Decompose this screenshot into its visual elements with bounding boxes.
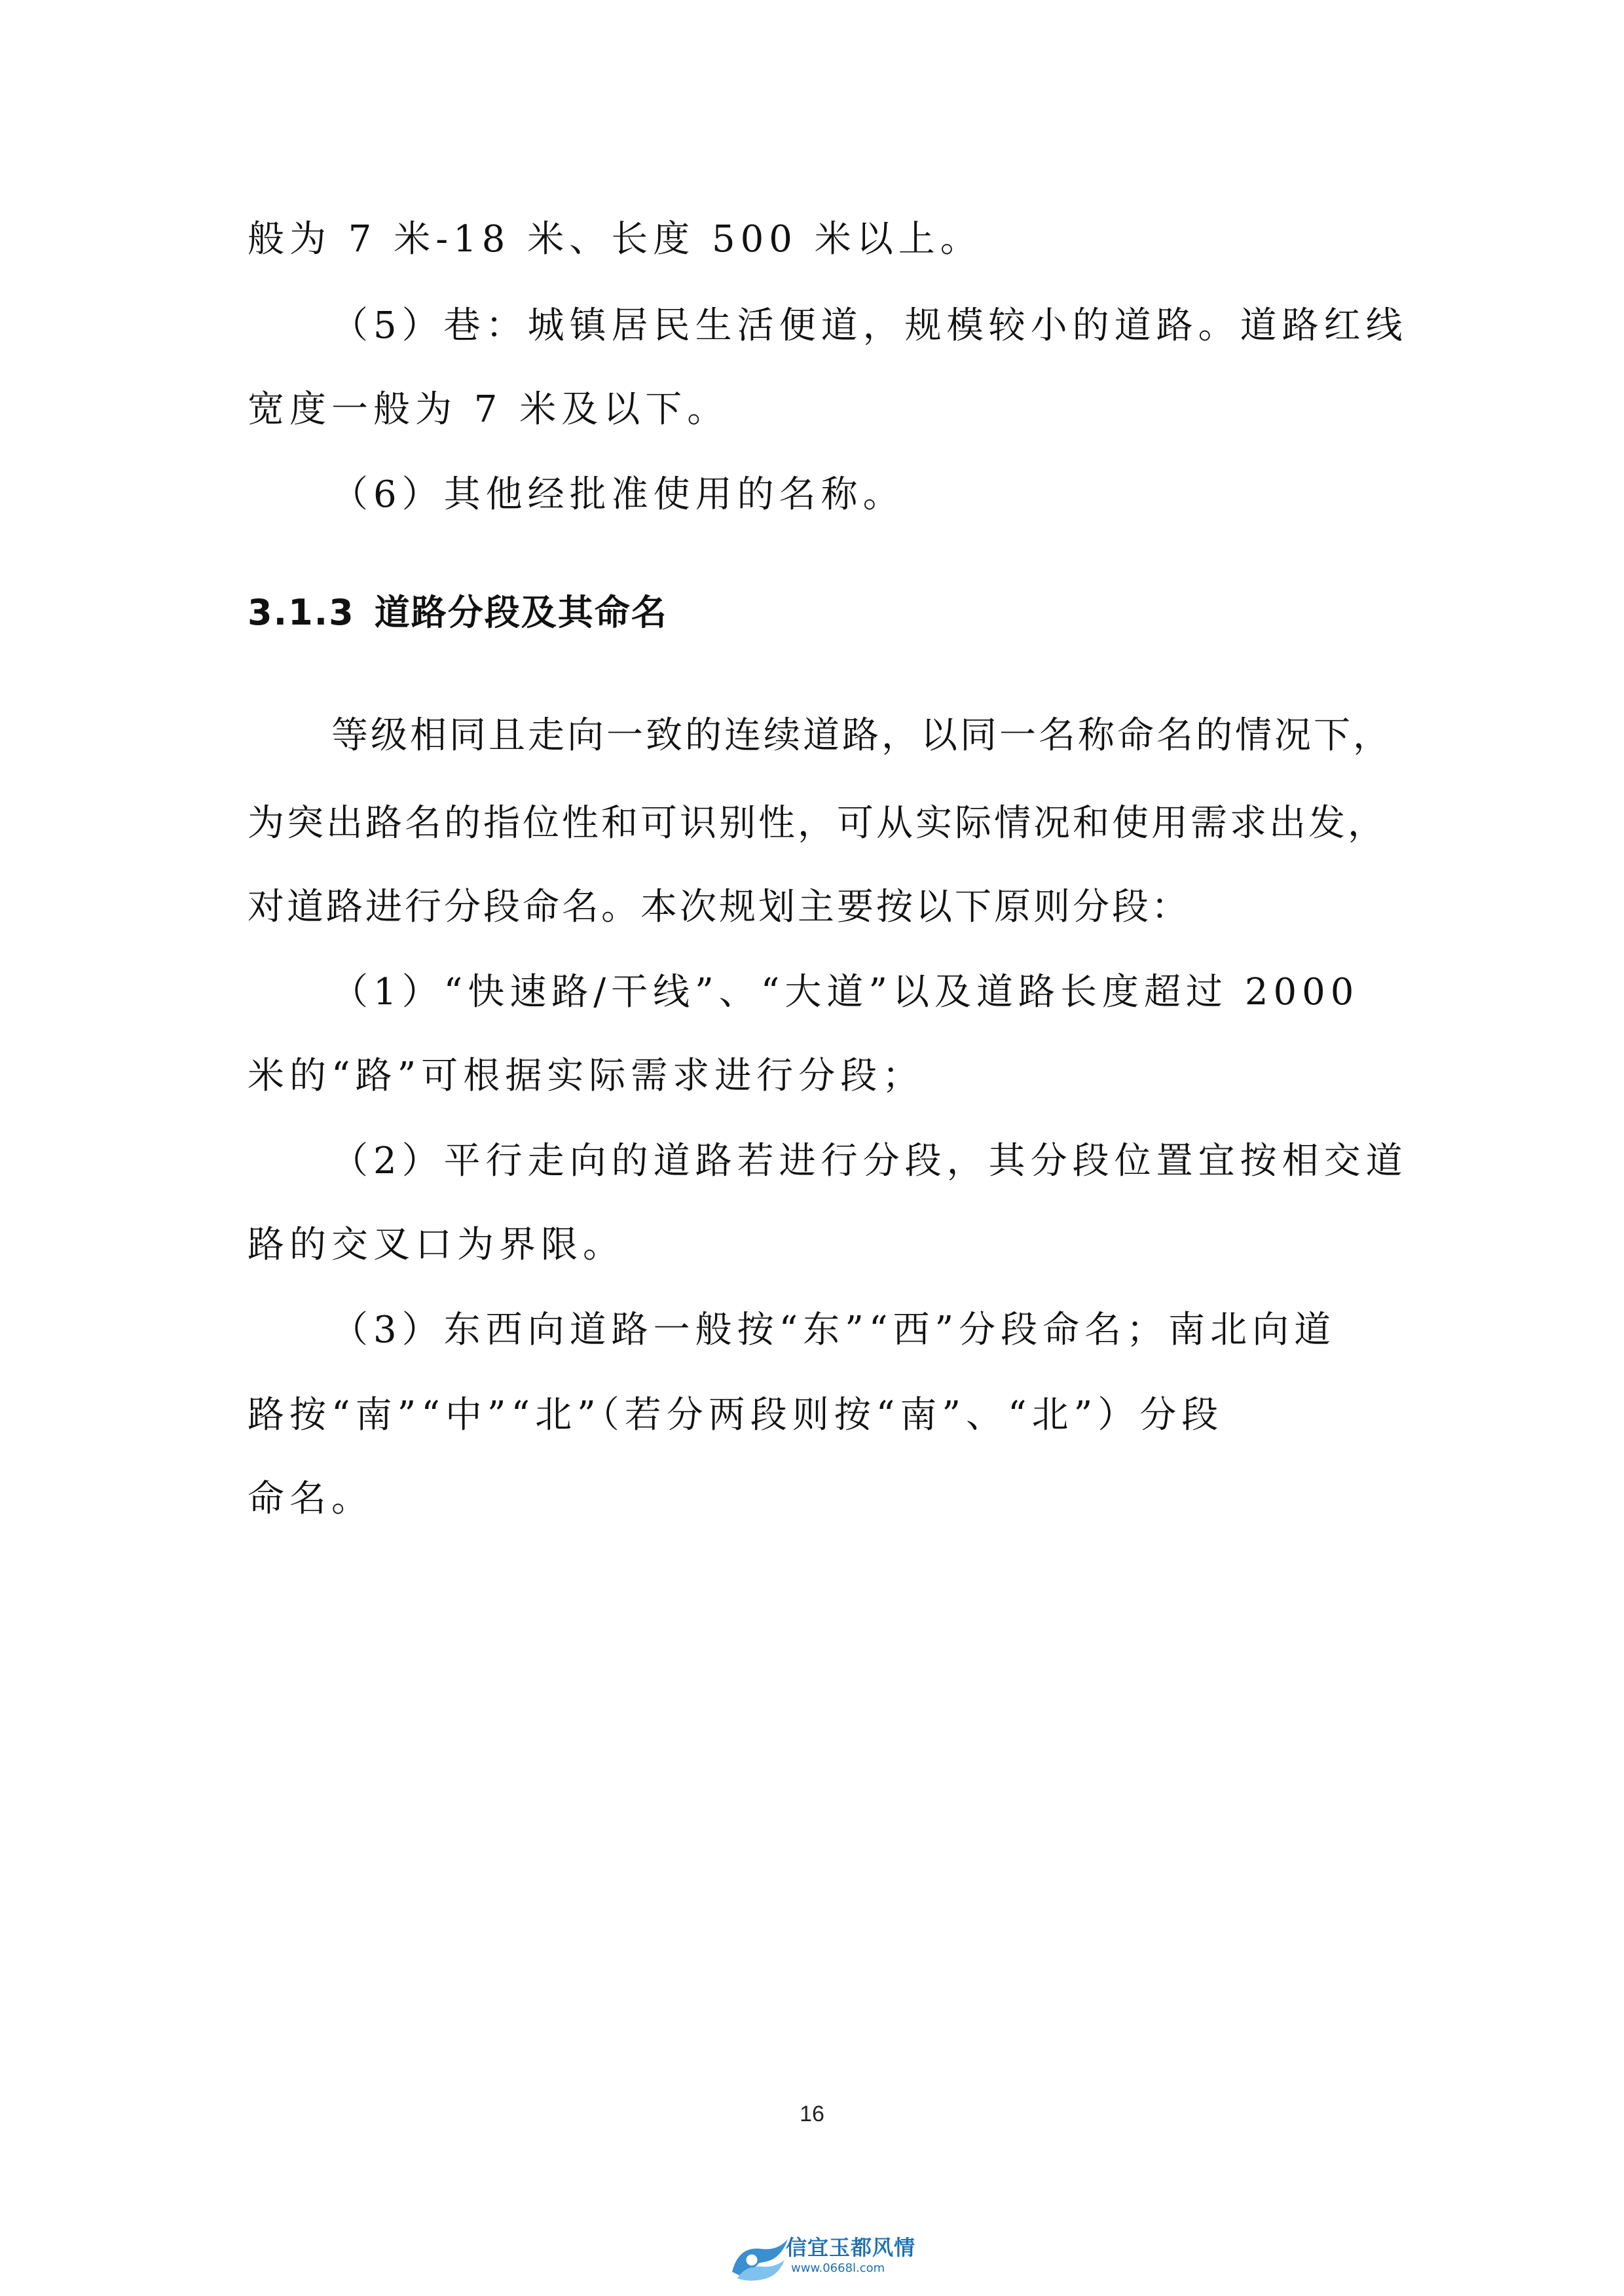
paragraph-line: （5）巷：城镇居民生活便道，规模较小的道路。道路红线 <box>331 304 1408 347</box>
paragraph-line: 般为 7 米-18 米、长度 500 米以上。 <box>248 218 982 261</box>
paragraph-line: 命名。 <box>248 1478 373 1520</box>
paragraph-line: 为突出路名的指位性和可识别性，可从实际情况和使用需求出发， <box>248 802 1387 845</box>
section-heading <box>248 587 668 639</box>
paragraph-line: 宽度一般为 7 米及以下。 <box>248 388 729 431</box>
section-title: 道路分段及其命名 <box>374 592 668 633</box>
paragraph-line: 米的“路”可根据实际需求进行分段； <box>248 1055 925 1097</box>
paragraph-line: （2）平行走向的道路若进行分段，其分段位置宜按相交道 <box>331 1140 1408 1182</box>
watermark-url: www.0668l.com <box>791 2261 885 2275</box>
watermark-name: 信宜玉都风情 <box>786 2235 916 2260</box>
paragraph-line: （3）东西向道路一般按“东”“西”分段命名；南北向道 <box>331 1309 1337 1351</box>
page-number: 16 <box>800 2102 824 2126</box>
paragraph-line: 路按“南”“中”“北”（若分两段则按“南”、“北”）分段 <box>248 1394 1224 1436</box>
paragraph-line: （6）其他经批准使用的名称。 <box>331 473 905 516</box>
paragraph-line: 路的交叉口为界限。 <box>248 1224 625 1266</box>
paragraph-line: （1）“快速路/干线”、“大道”以及道路长度超过 2000 <box>331 971 1359 1013</box>
watermark <box>726 2226 915 2291</box>
section-number: 3.1.3 <box>248 592 355 633</box>
paragraph-line: 等级相同且走向一致的连续道路，以同一名称命名的情况下， <box>331 714 1392 757</box>
paragraph-line: 对道路进行分段命名。本次规划主要按以下原则分段： <box>248 886 1190 928</box>
